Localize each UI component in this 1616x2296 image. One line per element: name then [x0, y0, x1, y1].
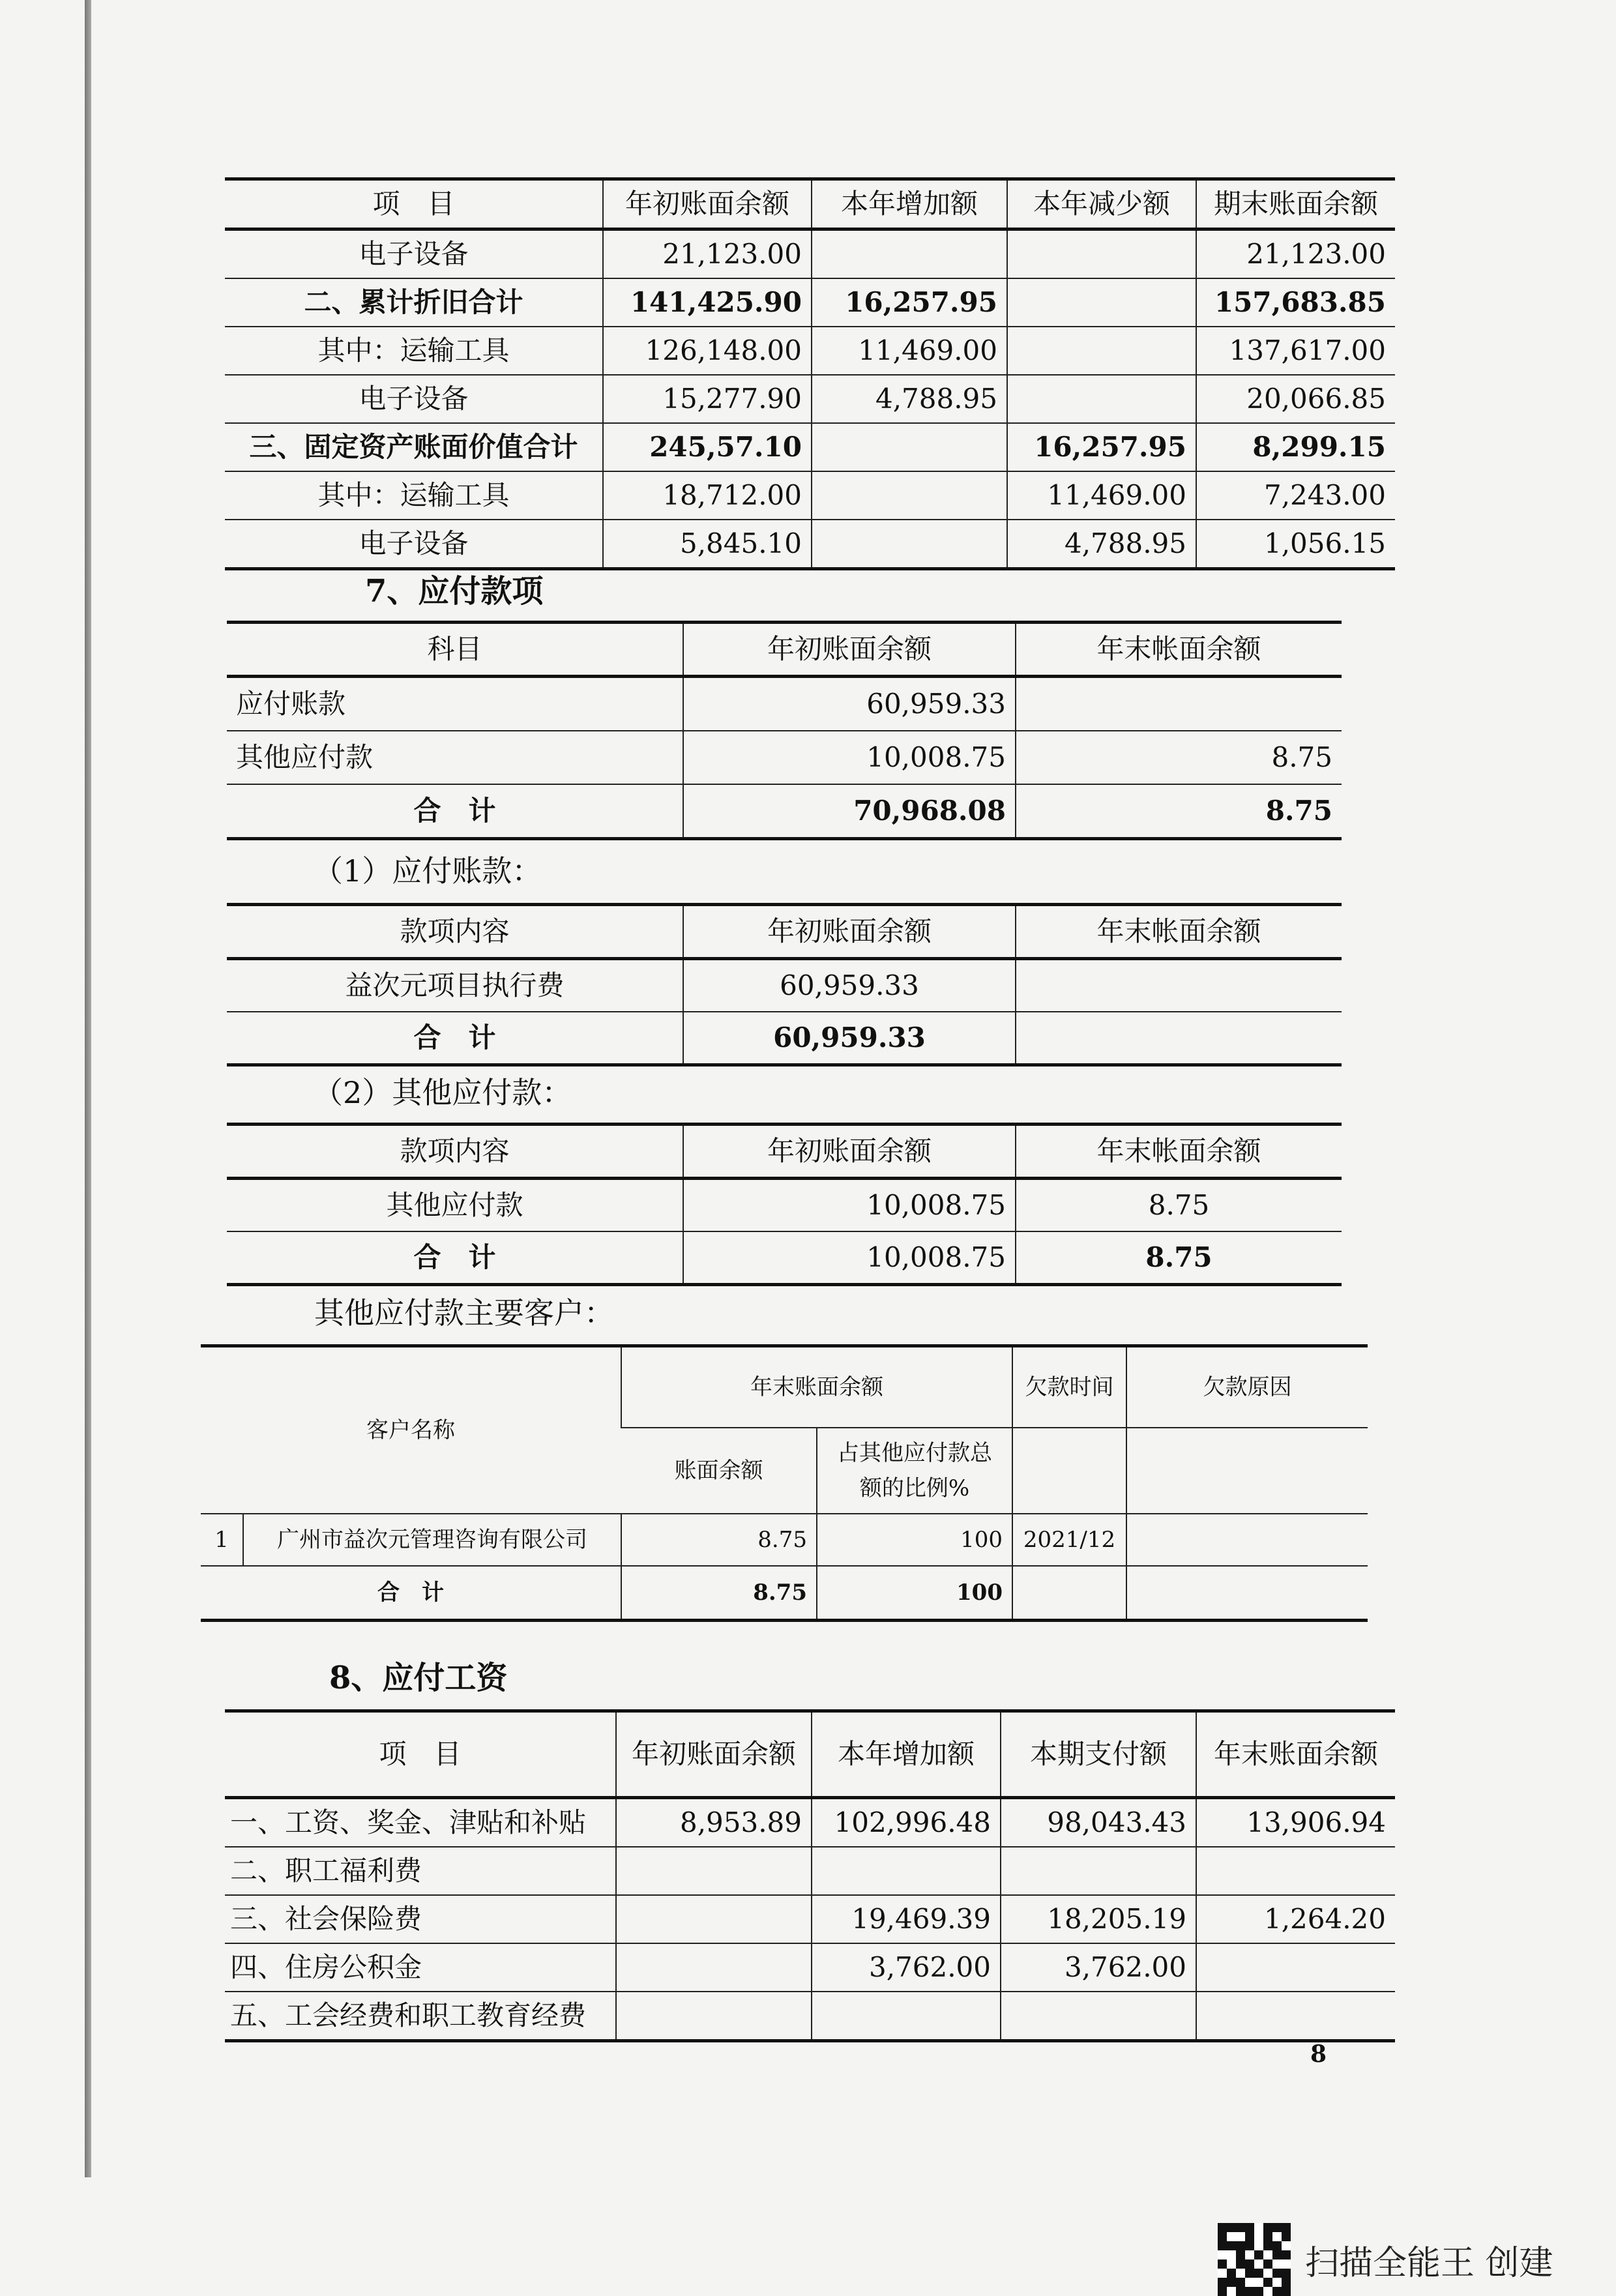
- table-row: [225, 327, 1395, 375]
- item-cell: 电子设备: [225, 229, 603, 279]
- begin-balance-cell: 10,008.75: [683, 1179, 1016, 1232]
- header-begin: 年初账面余额: [603, 179, 812, 229]
- paid-cell: 3,762.00: [1001, 1943, 1196, 1992]
- header-add: 本年增加额: [812, 179, 1007, 229]
- add-cell: 3,762.00: [812, 1943, 1001, 1992]
- begin-balance-cell: 18,712.00: [603, 471, 812, 520]
- end-balance-cell: [1016, 677, 1342, 731]
- subject-cell: 应付账款: [227, 677, 683, 731]
- end-balance-cell: 8.75: [1016, 731, 1342, 784]
- item-cell: 五、工会经费和职工教育经费: [225, 1992, 616, 2041]
- header-end: 年末帐面余额: [1016, 623, 1342, 677]
- total-reason: [1126, 1566, 1368, 1621]
- table-header-row: [227, 905, 1342, 959]
- header-balance-group: 年末账面余额: [621, 1346, 1012, 1428]
- header-begin: 年初账面余额: [683, 905, 1016, 959]
- reduce-cell: 11,469.00: [1007, 471, 1196, 520]
- overdue-reason: [1126, 1514, 1368, 1566]
- end-balance-cell: [1196, 1847, 1395, 1895]
- scanner-watermark: [1218, 2223, 1553, 2296]
- total-label: 合 计: [201, 1566, 621, 1621]
- begin-balance-cell: 5,845.10: [603, 520, 812, 569]
- table-header-row: [227, 623, 1342, 677]
- book-balance: 8.75: [621, 1514, 817, 1566]
- add-cell: 102,996.48: [812, 1798, 1001, 1847]
- table-header-row: [225, 1711, 1395, 1798]
- row-number: 1: [201, 1514, 243, 1566]
- header-begin: 年初账面余额: [683, 623, 1016, 677]
- ratio: 100: [817, 1514, 1012, 1566]
- total-time: [1012, 1566, 1126, 1621]
- begin-balance-cell: 70,968.08: [683, 784, 1016, 839]
- begin-balance-cell: 60,959.33: [683, 1012, 1016, 1065]
- header-end: 年末帐面余额: [1016, 1125, 1342, 1179]
- payables-subtitle: （1）应付账款：: [313, 853, 542, 889]
- item-cell: 二、累计折旧合计: [225, 278, 603, 327]
- begin-balance-cell: 60,959.33: [683, 677, 1016, 731]
- end-balance-cell: [1196, 1992, 1395, 2041]
- table-row: [225, 520, 1395, 569]
- table-row: [225, 1895, 1395, 1943]
- end-balance-cell: 8.75: [1016, 1179, 1342, 1232]
- major-customers-title: 其他应付款主要客户：: [314, 1295, 614, 1331]
- content-cell: 益次元项目执行费: [227, 959, 683, 1012]
- end-balance-cell: 7,243.00: [1196, 471, 1395, 520]
- qr-code-icon: [1218, 2223, 1291, 2296]
- customer-name: 广州市益次元管理咨询有限公司: [243, 1514, 621, 1566]
- table-header-row: [227, 1125, 1342, 1179]
- table-row: [225, 1943, 1395, 1992]
- end-balance-cell: [1016, 1012, 1342, 1065]
- binding-edge: [85, 0, 91, 2177]
- end-balance-cell: 1,264.20: [1196, 1895, 1395, 1943]
- begin-balance-cell: [616, 1943, 812, 1992]
- paid-cell: [1001, 1847, 1196, 1895]
- end-balance-cell: 21,123.00: [1196, 229, 1395, 279]
- table-row: [227, 731, 1342, 784]
- header-end: 期末账面余额: [1196, 179, 1395, 229]
- total-ratio: 100: [817, 1566, 1012, 1621]
- table-row: [225, 1798, 1395, 1847]
- add-cell: [812, 423, 1007, 471]
- table-row: [225, 229, 1395, 279]
- reduce-cell: [1007, 327, 1196, 375]
- table-row: [225, 375, 1395, 423]
- header-content: 款项内容: [227, 905, 683, 959]
- end-balance-cell: [1196, 1943, 1395, 1992]
- begin-balance-cell: 245,57.10: [603, 423, 812, 471]
- header-item: 项 目: [225, 179, 603, 229]
- watermark-text: 扫描全能王 创建: [1305, 2243, 1553, 2283]
- other-payables-subtitle: （2）其他应付款：: [313, 1075, 572, 1110]
- header-overdue-reason: 欠款原因: [1126, 1346, 1368, 1428]
- item-cell: 四、住房公积金: [225, 1943, 616, 1992]
- item-cell: 三、固定资产账面价值合计: [225, 423, 603, 471]
- reduce-cell: 16,257.95: [1007, 423, 1196, 471]
- reduce-cell: [1007, 229, 1196, 279]
- header-blank: [1012, 1428, 1126, 1514]
- begin-balance-cell: 15,277.90: [603, 375, 812, 423]
- end-balance-cell: 1,056.15: [1196, 520, 1395, 569]
- total-row: [227, 1012, 1342, 1065]
- item-cell: 三、社会保险费: [225, 1895, 616, 1943]
- header-begin: 年初账面余额: [683, 1125, 1016, 1179]
- header-blank: [1126, 1428, 1368, 1514]
- payables-table: [227, 903, 1342, 1067]
- begin-balance-cell: 8,953.89: [616, 1798, 812, 1847]
- section-8-title: 8、应付工资: [329, 1660, 508, 1696]
- end-balance-cell: 137,617.00: [1196, 327, 1395, 375]
- section-7-title: 7、应付款项: [365, 573, 544, 610]
- paid-cell: 98,043.43: [1001, 1798, 1196, 1847]
- add-cell: 19,469.39: [812, 1895, 1001, 1943]
- add-cell: 4,788.95: [812, 375, 1007, 423]
- end-balance-cell: 8.75: [1016, 1231, 1342, 1285]
- major-customers-table: [201, 1344, 1368, 1622]
- header-ratio: 占其他应付款总额的比例%: [817, 1428, 1012, 1514]
- page-number: 8: [1310, 2040, 1327, 2068]
- add-cell: [812, 1992, 1001, 2041]
- begin-balance-cell: 126,148.00: [603, 327, 812, 375]
- begin-balance-cell: [616, 1895, 812, 1943]
- header-end: 年末帐面余额: [1016, 905, 1342, 959]
- content-cell: 合 计: [227, 1231, 683, 1285]
- subject-cell: 合 计: [227, 784, 683, 839]
- add-cell: [812, 1847, 1001, 1895]
- begin-balance-cell: [616, 1992, 812, 2041]
- add-cell: [812, 471, 1007, 520]
- table-row: [225, 1847, 1395, 1895]
- begin-balance-cell: [616, 1847, 812, 1895]
- paid-cell: 18,205.19: [1001, 1895, 1196, 1943]
- overdue-time: 2021/12: [1012, 1514, 1126, 1566]
- header-customer-name: 客户名称: [201, 1346, 621, 1514]
- other-payables-table: [227, 1123, 1342, 1286]
- begin-balance-cell: 10,008.75: [683, 731, 1016, 784]
- item-cell: 其中：运输工具: [225, 327, 603, 375]
- total-row: [201, 1566, 1368, 1621]
- paid-cell: [1001, 1992, 1196, 2041]
- total-row: [227, 784, 1342, 839]
- item-cell: 二、职工福利费: [225, 1847, 616, 1895]
- end-balance-cell: 8.75: [1016, 784, 1342, 839]
- item-cell: 一、工资、奖金、津贴和补贴: [225, 1798, 616, 1847]
- begin-balance-cell: 10,008.75: [683, 1231, 1016, 1285]
- table-header-row: [201, 1346, 1368, 1428]
- header-end: 年末账面余额: [1196, 1711, 1395, 1798]
- item-cell: 电子设备: [225, 520, 603, 569]
- content-cell: 合 计: [227, 1012, 683, 1065]
- reduce-cell: [1007, 375, 1196, 423]
- table-row: [225, 278, 1395, 327]
- header-item: 项 目: [225, 1711, 616, 1798]
- header-content: 款项内容: [227, 1125, 683, 1179]
- end-balance-cell: 13,906.94: [1196, 1798, 1395, 1847]
- table-row: [227, 677, 1342, 731]
- header-add: 本年增加额: [812, 1711, 1001, 1798]
- begin-balance-cell: 21,123.00: [603, 229, 812, 279]
- end-balance-cell: [1016, 959, 1342, 1012]
- header-begin: 年初账面余额: [616, 1711, 812, 1798]
- salaries-table: [225, 1709, 1395, 2042]
- table-row: [225, 1992, 1395, 2041]
- table-row: [225, 423, 1395, 471]
- item-cell: 其中：运输工具: [225, 471, 603, 520]
- add-cell: [812, 520, 1007, 569]
- total-row: [227, 1231, 1342, 1285]
- reduce-cell: 4,788.95: [1007, 520, 1196, 569]
- add-cell: [812, 229, 1007, 279]
- total-balance: 8.75: [621, 1566, 817, 1621]
- header-paid: 本期支付额: [1001, 1711, 1196, 1798]
- header-subject: 科目: [227, 623, 683, 677]
- table-header-row: [225, 179, 1395, 229]
- end-balance-cell: 157,683.85: [1196, 278, 1395, 327]
- table-row: [227, 1179, 1342, 1232]
- begin-balance-cell: 60,959.33: [683, 959, 1016, 1012]
- end-balance-cell: 8,299.15: [1196, 423, 1395, 471]
- header-book-balance: 账面余额: [621, 1428, 817, 1514]
- reduce-cell: [1007, 278, 1196, 327]
- payables-summary-table: [227, 621, 1342, 840]
- begin-balance-cell: 141,425.90: [603, 278, 812, 327]
- add-cell: 16,257.95: [812, 278, 1007, 327]
- table-row: [227, 959, 1342, 1012]
- table-row: [201, 1514, 1368, 1566]
- item-cell: 电子设备: [225, 375, 603, 423]
- header-overdue-time: 欠款时间: [1012, 1346, 1126, 1428]
- end-balance-cell: 20,066.85: [1196, 375, 1395, 423]
- header-reduce: 本年减少额: [1007, 179, 1196, 229]
- table-row: [225, 471, 1395, 520]
- subject-cell: 其他应付款: [227, 731, 683, 784]
- content-cell: 其他应付款: [227, 1179, 683, 1232]
- add-cell: 11,469.00: [812, 327, 1007, 375]
- fixed-assets-table: [225, 177, 1395, 570]
